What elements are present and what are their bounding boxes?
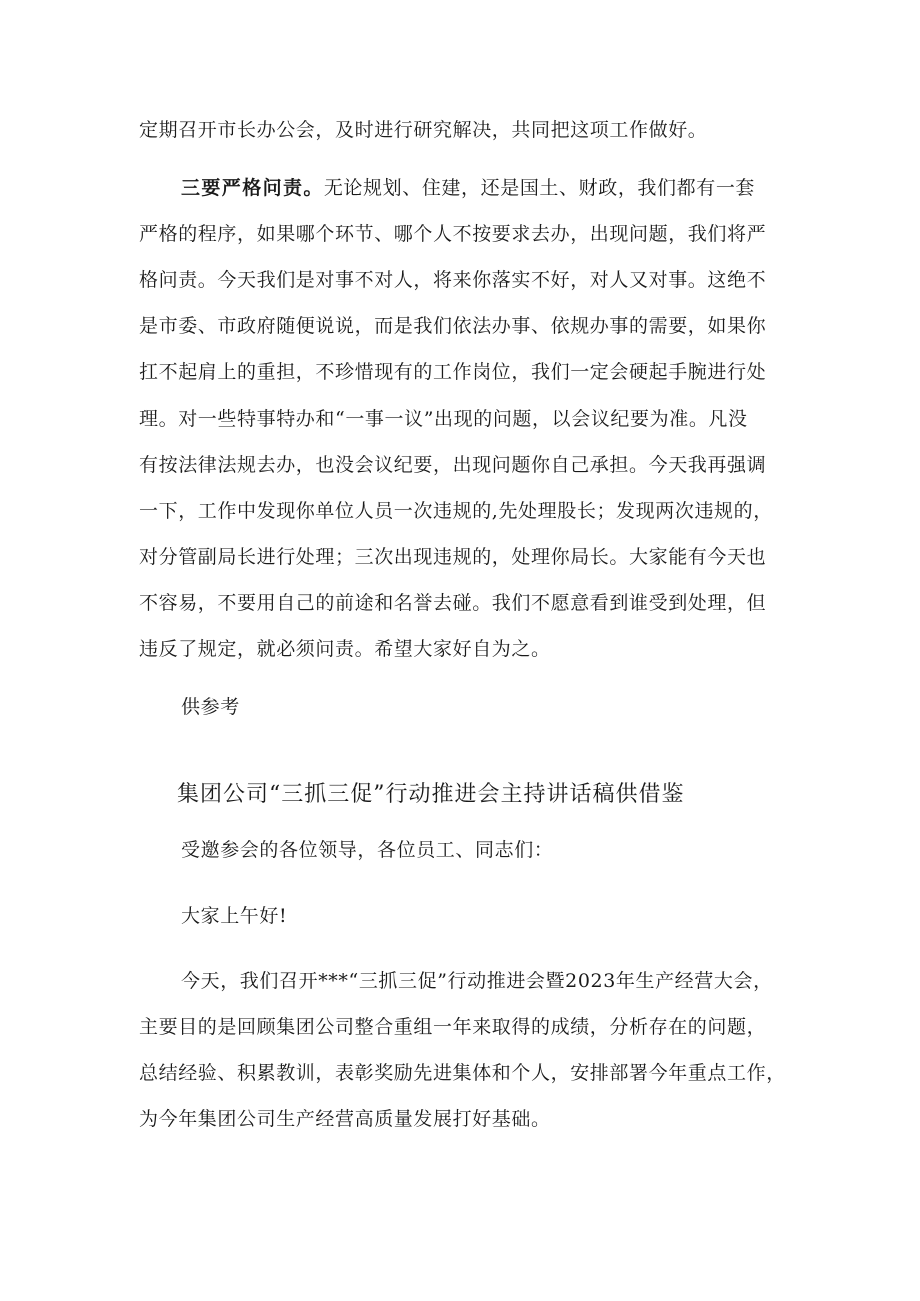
paragraph-line: 格问责。今天我们是对事不对人，将来你落实不好，对人又对事。这绝不 xyxy=(139,269,767,291)
reference-note: 供参考 xyxy=(181,696,240,718)
section-heading: 三要严格问责。 xyxy=(181,177,324,199)
paragraph-line: 是市委、市政府随便说说，而是我们依法办事、依规办事的需要，如果你 xyxy=(139,315,767,337)
paragraph-line: 严格的程序，如果哪个环节、哪个人不按要求去办，出现问题，我们将严 xyxy=(139,223,767,245)
paragraph-line: 定期召开市长办公会，及时进行研究解决，共同把这项工作做好。 xyxy=(139,119,708,141)
greeting: 受邀参会的各位领导，各位员工、同志们： xyxy=(181,839,554,861)
paragraph-first-line: 今天，我们召开***“三抓三促”行动推进会暨2023年生产经营大会， xyxy=(181,970,773,992)
paragraph-line: 不容易，不要用自己的前途和名誉去碰。我们不愿意看到谁受到处理，但 xyxy=(139,592,767,614)
paragraph-line: 一下，工作中发现你单位人员一次违规的,先处理股长；发现两次违规的， xyxy=(139,500,773,522)
paragraph-line: 扛不起肩上的重担，不珍惜现有的工作岗位，我们一定会硬起手腕进行处 xyxy=(139,361,767,383)
salutation: 大家上午好! xyxy=(181,905,288,927)
paragraph-line: 总结经验、积累教训，表彰奖励先进集体和个人，安排部署今年重点工作， xyxy=(139,1062,786,1084)
paragraph-line: 有按法律法规去办，也没会议纪要，出现问题你自己承担。今天我再强调 xyxy=(139,454,767,476)
paragraph-line: 为今年集团公司生产经营高质量发展打好基础。 xyxy=(139,1108,551,1130)
paragraph-line: 对分管副局长进行处理；三次出现违规的，处理你局长。大家能有今天也 xyxy=(139,546,767,568)
document-title: 集团公司“三抓三促”行动推进会主持讲话稿供借鉴 xyxy=(177,782,685,807)
paragraph-line: 主要目的是回顾集团公司整合重组一年来取得的成绩，分析存在的问题， xyxy=(139,1016,767,1038)
paragraph-text: 无论规划、住建，还是国土、财政，我们都有一套 xyxy=(323,177,756,199)
paragraph-line: 理。对一些特事特办和“一事一议”出现的问题，以会议纪要为准。凡没 xyxy=(139,408,748,430)
paragraph-first-line xyxy=(181,176,755,200)
paragraph-line: 违反了规定，就必须问责。希望大家好自为之。 xyxy=(139,638,551,660)
